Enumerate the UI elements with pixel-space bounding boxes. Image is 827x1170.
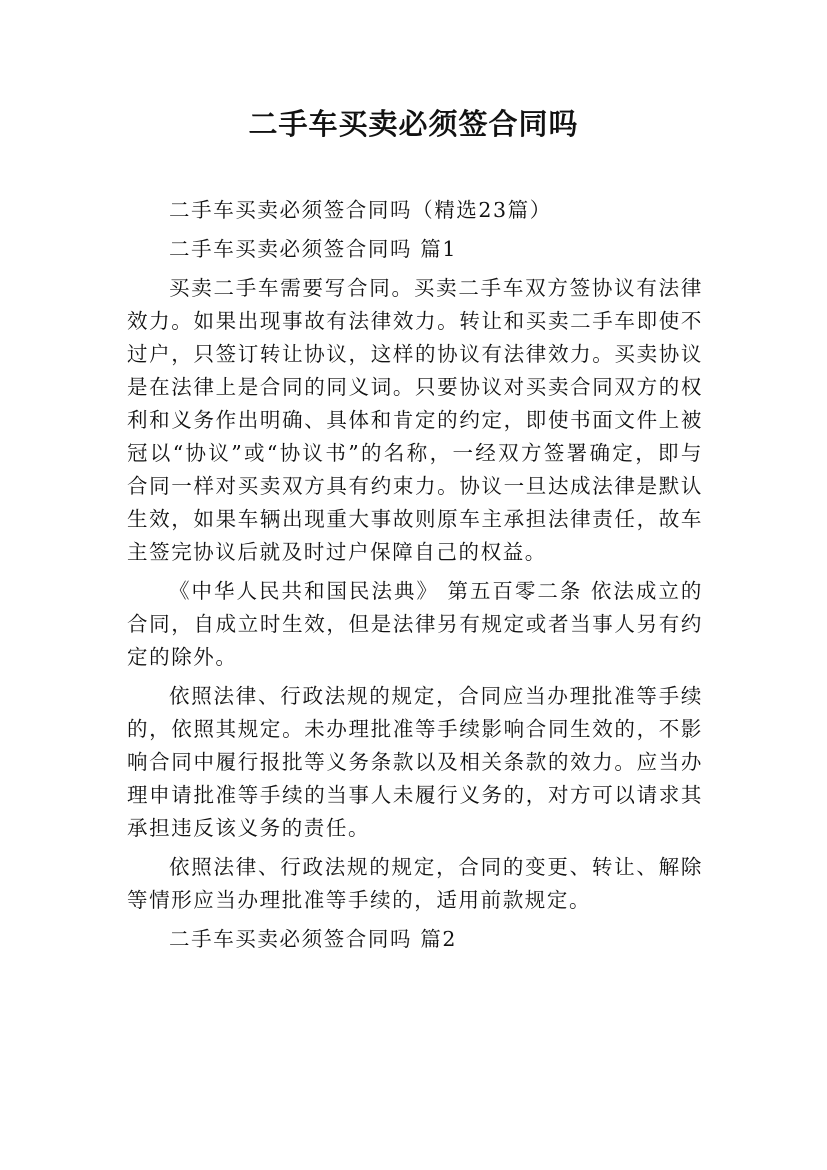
body-paragraph: 《中华人民共和国民法典》 第五百零二条 依法成立的合同，自成立时生效，但是法律另有规定或者当事人另有约定的除外。 [127, 579, 703, 669]
section-heading-2: 二手车买卖必须签合同吗 篇2 [169, 927, 457, 951]
subtitle-paragraph: 二手车买卖必须签合同吗（精选23篇） [169, 198, 552, 222]
body-paragraph: 买卖二手车需要写合同。买卖二手车双方签协议有法律效力。如果出现事故有法律效力。转让和买卖二手车即使不过户，只签订转让协议，这样的协议有法律效力。买卖协议是在法律上是合同的同义词。只要协议对买卖合同双方的权利和义务作出明确、具体和肯定的约定，即使书面文件上被冠以“协议”或“协议书”的名称，一经双方签署确定，即与合同一样对买卖双方具有约束力。协议一旦达成法律是默认生效，如果车辆出现重大事故则原车主承担法律责任，故车主签完协议后就及时过户保障自己的权益。 [127, 276, 703, 564]
section-heading-1: 二手车买卖必须签合同吗 篇1 [169, 237, 457, 261]
body-paragraph: 依照法律、行政法规的规定，合同的变更、转让、解除等情形应当办理批准等手续的，适用前款规定。 [127, 855, 703, 912]
document-body [127, 194, 703, 956]
document-title: 二手车买卖必须签合同吗 [248, 107, 579, 141]
body-paragraph: 依照法律、行政法规的规定，合同应当办理批准等手续的，依照其规定。未办理批准等手续影响合同生效的，不影响合同中履行报批等义务条款以及相关条款的效力。应当办理申请批准等手续的当事人未履行义务的，对方可以请求其承担违反该义务的责任。 [127, 684, 703, 840]
